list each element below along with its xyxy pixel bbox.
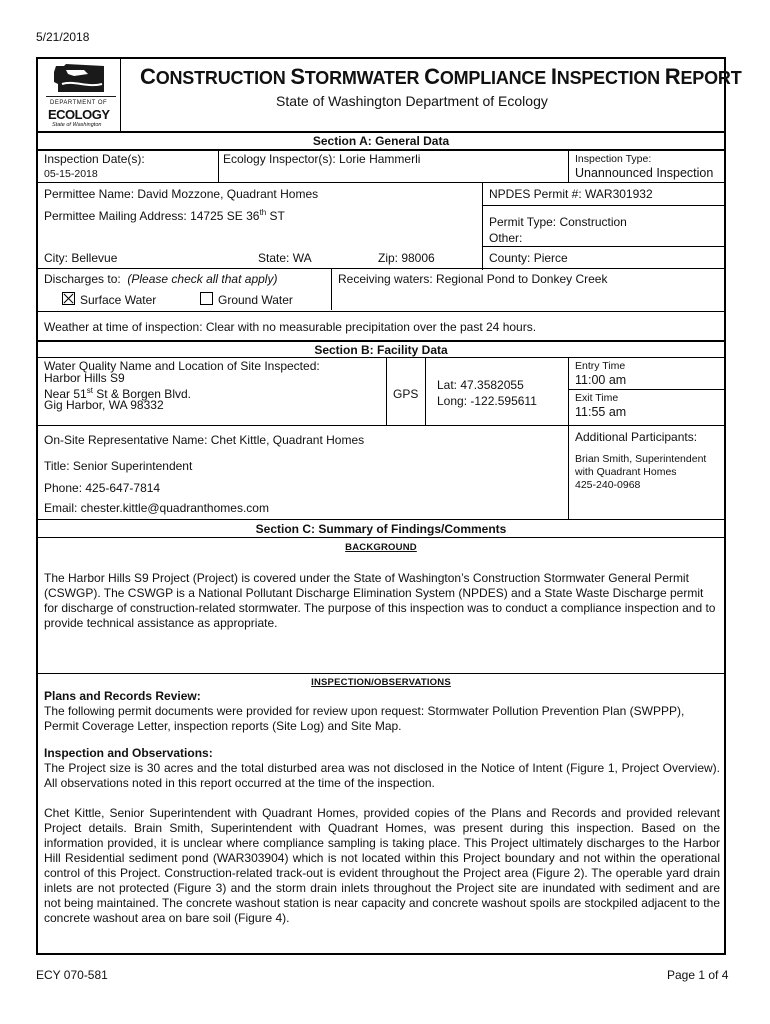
mailing-address: Permittee Mailing Address: 14725 SE 36th ST — [44, 208, 285, 223]
gps-long: Long: -122.595611 — [437, 394, 537, 408]
background-heading: BACKGROUND — [345, 542, 417, 553]
rep-email: Email: chester.kittle@quadranthomes.com — [44, 501, 269, 515]
zip: Zip: 98006 — [378, 251, 435, 265]
cell-divider — [482, 182, 483, 270]
surface-water-checkbox[interactable] — [62, 292, 75, 305]
cell-divider — [425, 357, 426, 425]
observations-heading: Inspection and Observations: — [44, 746, 213, 760]
divider — [36, 311, 726, 312]
form-number: ECY 070-581 — [36, 968, 108, 982]
inspection-heading: INSPECTION/OBSERVATIONS — [311, 677, 451, 688]
additional-label: Additional Participants: — [575, 430, 698, 444]
gps-label: GPS — [393, 387, 419, 401]
discharges-label: Discharges to: (Please check all that apply) — [44, 272, 278, 286]
cell-divider — [568, 425, 569, 519]
divider — [568, 389, 726, 390]
npdes-permit: NPDES Permit #: WAR301932 — [489, 187, 653, 201]
divider — [36, 182, 726, 183]
section-b-heading: Section B: Facility Data — [314, 343, 448, 357]
surface-water-option[interactable]: Surface Water — [62, 292, 156, 307]
site-line3: Gig Harbor, WA 98332 — [44, 398, 164, 412]
inspection-dates-label: Inspection Date(s): — [44, 152, 145, 166]
report-subtitle: State of Washington Department of Ecology — [276, 93, 548, 109]
site-line2: Near 51st St & Borgen Blvd. — [44, 386, 191, 401]
inspection-type: Unannounced Inspection — [575, 166, 714, 180]
divider — [36, 340, 726, 342]
entry-time: 11:00 am — [575, 373, 627, 387]
page-number: Page 1 of 4 — [667, 968, 729, 982]
inspection-date: 05-15-2018 — [44, 168, 98, 180]
city: City: Bellevue — [44, 251, 118, 265]
cell-divider — [218, 150, 219, 182]
cell-divider — [568, 357, 569, 425]
additional-line2: with Quadrant Homes — [575, 466, 677, 478]
report-title: CONSTRUCTION STORMWATER COMPLIANCE INSPECTION REPORT — [140, 64, 742, 89]
print-date: 5/21/2018 — [36, 30, 90, 44]
inspection-type-label: Inspection Type: — [575, 153, 652, 165]
ecology-logo — [44, 62, 118, 130]
observations-text-1: The Project size is 30 acres and the total disturbed area was not disclosed in the Notice of Intent (Figure 1, Project Overview). All observations noted in this report occurred at the time of the inspection. — [44, 761, 720, 790]
permittee-name: Permittee Name: David Mozzone, Quadrant Homes — [44, 187, 319, 201]
rep-phone: Phone: 425-647-7814 — [44, 481, 161, 495]
logo-line3: State of Washington — [52, 122, 102, 128]
divider — [482, 205, 726, 206]
receiving-waters: Receiving waters: Regional Pond to Donkey Creek — [338, 272, 608, 286]
background-text: The Harbor Hills S9 Project (Project) is covered under the State of Washington’s Construction Stormwater General Permit (CSWGP). The CSWGP is a National Pollutant Discharge Elimination System (NPDES) and a State Waste Discharge permit for discharge of construction-related stormwater. The purpose of this inspection was to conduct a compliance inspection and to provide technical assistance as appropriate. — [44, 571, 716, 630]
rep-title: Title: Senior Superintendent — [44, 459, 193, 473]
ground-water-option[interactable]: Ground Water — [200, 292, 293, 307]
divider — [36, 149, 726, 151]
rep-name: On-Site Representative Name: Chet Kittle, Quadrant Homes — [44, 433, 365, 447]
additional-line3: 425-240-0968 — [575, 479, 641, 491]
divider — [36, 425, 726, 426]
divider — [36, 519, 726, 520]
logo-divider — [120, 57, 121, 132]
plans-heading: Plans and Records Review: — [44, 689, 201, 703]
divider — [36, 131, 726, 133]
cell-divider — [568, 150, 569, 182]
divider — [36, 268, 726, 269]
weather: Weather at time of inspection: Clear with no measurable precipitation over the past 24 hours. — [44, 320, 537, 334]
permit-type: Permit Type: Construction — [489, 215, 627, 229]
site-label: Water Quality Name and Location of Site Inspected: — [44, 359, 320, 373]
divider — [36, 357, 726, 358]
observations-text-2: Chet Kittle, Senior Superintendent with Quadrant Homes, provided copies of the Plans and Records and provided relevant Project details. Brain Smith, Superintendent with Quadrant Homes, was present during this inspection. Based on the information provided, it is unclear where compliance sampling is taking place. This Project ultimately discharges to the Harbor Hill Residential sediment pond (WAR303904) which is not located within this Project boundary and not within the operational control of this Project. Construction-related track-out is evident throughout the Project area (Figure 2). The operable yard drain inlets are not protected (Figure 3) and the storm drain inlets throughout the Project site are inundated with sediment and are not being maintained. The concrete washout station is near capacity and concrete washout spoils are stockpiled adjacent to the concrete washout area on bare soil (Figure 4). — [44, 806, 720, 925]
cell-divider — [386, 357, 387, 425]
ecology-inspector: Ecology Inspector(s): Lorie Hammerli — [223, 152, 421, 166]
state: State: WA — [258, 251, 312, 265]
additional-line1: Brian Smith, Superintendent — [575, 453, 707, 465]
county: County: Pierce — [489, 251, 568, 265]
divider — [36, 537, 726, 538]
section-c-heading: Section C: Summary of Findings/Comments — [255, 522, 507, 536]
logo-line1: DEPARTMENT OF — [50, 100, 108, 106]
logo-line2: ECOLOGY — [48, 107, 110, 122]
exit-time-label: Exit Time — [575, 392, 619, 404]
site-line1: Harbor Hills S9 — [44, 371, 125, 385]
entry-time-label: Entry Time — [575, 360, 626, 372]
permit-other: Other: — [489, 231, 523, 245]
section-a-heading: Section A: General Data — [312, 134, 450, 148]
exit-time: 11:55 am — [575, 405, 627, 419]
gps-lat: Lat: 47.3582055 — [437, 378, 524, 392]
divider — [482, 246, 726, 247]
divider — [38, 673, 724, 674]
plans-text: The following permit documents were provided for review upon request: Stormwater Pollution Prevention Plan (SWPPP), Permit Coverage Letter, inspection reports (Site Log) and Site Map. — [44, 704, 685, 733]
ground-water-checkbox[interactable] — [200, 292, 213, 305]
cell-divider — [331, 268, 332, 310]
